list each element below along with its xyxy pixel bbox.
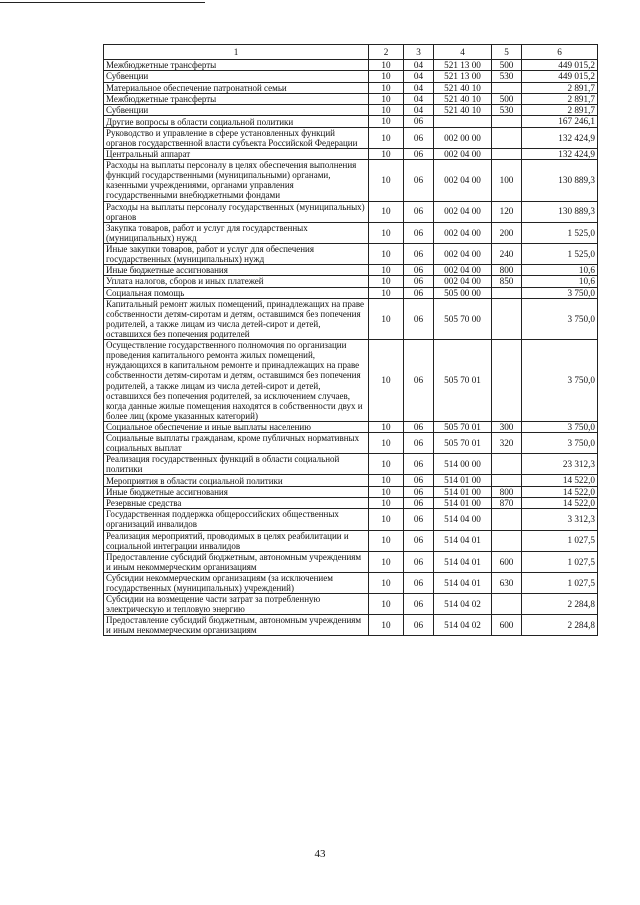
row-code-cell-c5: 800 [492, 265, 522, 276]
row-code-cell-c5 [492, 116, 522, 127]
table-row [104, 509, 598, 530]
row-name-cell: Осуществление государственного полномочия по организации проведения капитального ремонта жилых помещений, нуждающихся в капитальном ремонте и принадлежащих на праве собственности детям-сиротам и детям, оставшимся без попечения родителей, а также лицам из числа детей-сирот и детей, оставшихся без попечения родителей, за исключением случаев, когда данные жилые помещения находятся в собственности двух и более лиц (кроме указанных категорий) [104, 340, 369, 422]
row-code-cell-c5: 600 [492, 551, 522, 572]
row-name-cell: Материальное обеспечение патронатной семьи [104, 82, 369, 93]
row-code-cell-c4: 514 01 00 [434, 475, 492, 486]
row-code-cell-c6: 1 525,0 [522, 243, 598, 264]
row-code-cell-c2: 10 [369, 486, 404, 497]
table-row [104, 454, 598, 475]
page-number: 43 [314, 848, 326, 860]
row-code-cell-c3: 04 [404, 71, 434, 82]
row-code-cell-c5: 800 [492, 486, 522, 497]
row-code-cell-c6: 130 889,3 [522, 201, 598, 222]
row-code-cell-c6: 23 312,3 [522, 454, 598, 475]
row-code-cell-c3: 06 [404, 265, 434, 276]
table-row [104, 93, 598, 104]
row-code-cell-c5: 300 [492, 421, 522, 432]
row-name-cell: Закупка товаров, работ и услуг для государственных (муниципальных) нужд [104, 222, 369, 243]
row-code-cell-c3: 06 [404, 116, 434, 127]
row-code-cell-c3: 04 [404, 60, 434, 71]
row-code-cell-c2: 10 [369, 551, 404, 572]
row-code-cell-c4: 514 04 02 [434, 593, 492, 614]
row-code-cell-c3: 06 [404, 509, 434, 530]
row-code-cell-c5: 100 [492, 160, 522, 201]
row-code-cell-c4: 505 70 01 [434, 340, 492, 422]
row-code-cell-c5: 530 [492, 105, 522, 116]
row-code-cell-c4: 514 04 01 [434, 572, 492, 593]
row-code-cell-c5: 320 [492, 433, 522, 454]
row-code-cell-c4: 002 04 00 [434, 243, 492, 264]
row-code-cell-c3: 06 [404, 486, 434, 497]
row-code-cell-c3: 06 [404, 551, 434, 572]
row-code-cell-c4: 514 04 00 [434, 509, 492, 530]
row-code-cell-c4: 505 70 01 [434, 433, 492, 454]
row-code-cell-c2: 10 [369, 201, 404, 222]
row-name-cell: Иные закупки товаров, работ и услуг для обеспечения государственных (муниципальных) нужд [104, 243, 369, 264]
row-code-cell-c4: 002 04 00 [434, 201, 492, 222]
row-code-cell-c5: 530 [492, 71, 522, 82]
row-code-cell-c4: 514 04 01 [434, 551, 492, 572]
row-code-cell-c4: 514 00 00 [434, 454, 492, 475]
row-code-cell-c6: 10,6 [522, 276, 598, 287]
row-code-cell-c4: 514 04 02 [434, 615, 492, 636]
row-code-cell-c3: 04 [404, 93, 434, 104]
row-code-cell-c3: 06 [404, 572, 434, 593]
row-name-cell: Предоставление субсидий бюджетным, автономным учреждениям и иным некоммерческим организациям [104, 551, 369, 572]
row-code-cell-c4: 514 04 01 [434, 530, 492, 551]
header-cell: 6 [522, 45, 598, 60]
row-name-cell: Субсидии на возмещение части затрат за потребленную электрическую и тепловую энергию [104, 593, 369, 614]
row-code-cell-c2: 10 [369, 475, 404, 486]
table-row [104, 148, 598, 159]
header-cell: 5 [492, 45, 522, 60]
table-row [104, 287, 598, 298]
row-code-cell-c2: 10 [369, 615, 404, 636]
row-code-cell-c4: 514 01 00 [434, 486, 492, 497]
top-rule [0, 2, 205, 3]
row-code-cell-c6: 2 891,7 [522, 93, 598, 104]
header-cell: 1 [104, 45, 369, 60]
row-code-cell-c2: 10 [369, 498, 404, 509]
row-name-cell: Реализация мероприятий, проводимых в целях реабилитации и социальной интеграции инвалидов [104, 530, 369, 551]
row-code-cell-c4: 002 04 00 [434, 276, 492, 287]
table-row [104, 530, 598, 551]
row-code-cell-c5: 200 [492, 222, 522, 243]
row-code-cell-c3: 06 [404, 475, 434, 486]
row-code-cell-c4: 521 40 10 [434, 82, 492, 93]
row-code-cell-c4: 521 13 00 [434, 71, 492, 82]
row-code-cell-c5 [492, 530, 522, 551]
row-name-cell: Капитальный ремонт жилых помещений, принадлежащих на праве собственности детям-сиротам и детям, оставшимся без попечения родителей, а также лицам из числа детей-сирот и детей, оставшихся без попечения родителей [104, 298, 369, 339]
row-code-cell-c3: 06 [404, 287, 434, 298]
row-code-cell-c6: 1 027,5 [522, 530, 598, 551]
row-code-cell-c2: 10 [369, 433, 404, 454]
row-code-cell-c3: 04 [404, 105, 434, 116]
row-code-cell-c3: 06 [404, 276, 434, 287]
row-code-cell-c6: 2 284,8 [522, 593, 598, 614]
row-code-cell-c2: 10 [369, 127, 404, 148]
budget-table [103, 44, 598, 636]
row-code-cell-c4: 002 04 00 [434, 148, 492, 159]
row-code-cell-c2: 10 [369, 160, 404, 201]
table-row [104, 243, 598, 264]
row-code-cell-c2: 10 [369, 148, 404, 159]
row-code-cell-c5: 500 [492, 93, 522, 104]
row-code-cell-c5 [492, 593, 522, 614]
row-code-cell-c6: 14 522,0 [522, 475, 598, 486]
row-code-cell-c2: 10 [369, 243, 404, 264]
row-code-cell-c3: 06 [404, 593, 434, 614]
header-cell: 3 [404, 45, 434, 60]
row-code-cell-c3: 06 [404, 127, 434, 148]
table-header-row [104, 45, 598, 60]
row-code-cell-c5: 240 [492, 243, 522, 264]
row-code-cell-c4: 002 04 00 [434, 160, 492, 201]
row-code-cell-c2: 10 [369, 222, 404, 243]
row-code-cell-c4: 505 00 00 [434, 287, 492, 298]
row-code-cell-c2: 10 [369, 572, 404, 593]
table-row [104, 201, 598, 222]
row-code-cell-c6: 10,6 [522, 265, 598, 276]
table-row [104, 276, 598, 287]
row-code-cell-c2: 10 [369, 82, 404, 93]
row-code-cell-c3: 06 [404, 148, 434, 159]
row-code-cell-c4: 002 00 00 [434, 127, 492, 148]
row-code-cell-c2: 10 [369, 530, 404, 551]
table-row [104, 265, 598, 276]
row-code-cell-c3: 06 [404, 454, 434, 475]
row-code-cell-c5 [492, 475, 522, 486]
row-code-cell-c4: 521 40 10 [434, 93, 492, 104]
row-code-cell-c5 [492, 82, 522, 93]
row-code-cell-c6: 3 750,0 [522, 287, 598, 298]
row-code-cell-c5 [492, 287, 522, 298]
table-row [104, 615, 598, 636]
row-code-cell-c2: 10 [369, 105, 404, 116]
row-name-cell: Социальное обеспечение и иные выплаты населению [104, 421, 369, 432]
row-name-cell: Субвенции [104, 71, 369, 82]
row-code-cell-c3: 06 [404, 615, 434, 636]
row-code-cell-c5 [492, 509, 522, 530]
header-cell: 4 [434, 45, 492, 60]
table-row [104, 222, 598, 243]
row-code-cell-c6: 449 015,2 [522, 60, 598, 71]
row-code-cell-c6: 130 889,3 [522, 160, 598, 201]
row-code-cell-c6: 132 424,9 [522, 148, 598, 159]
table-row [104, 160, 598, 201]
row-code-cell-c6: 2 891,7 [522, 82, 598, 93]
table-row [104, 475, 598, 486]
row-code-cell-c2: 10 [369, 60, 404, 71]
row-name-cell: Центральный аппарат [104, 148, 369, 159]
row-name-cell: Субсидии некоммерческим организациям (за исключением государственных (муниципальных) учреждений) [104, 572, 369, 593]
row-code-cell-c4: 505 70 00 [434, 298, 492, 339]
table-row [104, 486, 598, 497]
table-row [104, 127, 598, 148]
row-code-cell-c6: 3 750,0 [522, 433, 598, 454]
row-code-cell-c4: 514 01 00 [434, 498, 492, 509]
row-code-cell-c3: 04 [404, 82, 434, 93]
row-code-cell-c4: 002 04 00 [434, 265, 492, 276]
table-row [104, 551, 598, 572]
row-name-cell: Другие вопросы в области социальной политики [104, 116, 369, 127]
row-code-cell-c4: 521 13 00 [434, 60, 492, 71]
row-name-cell: Резервные средства [104, 498, 369, 509]
row-code-cell-c3: 06 [404, 530, 434, 551]
row-code-cell-c6: 3 750,0 [522, 298, 598, 339]
table-row [104, 340, 598, 422]
row-code-cell-c6: 1 027,5 [522, 551, 598, 572]
row-name-cell: Межбюджетные трансферты [104, 93, 369, 104]
header-cell: 2 [369, 45, 404, 60]
row-code-cell-c5: 500 [492, 60, 522, 71]
row-code-cell-c5 [492, 127, 522, 148]
row-code-cell-c3: 06 [404, 498, 434, 509]
row-code-cell-c4: 505 70 01 [434, 421, 492, 432]
row-name-cell: Реализация государственных функций в области социальной политики [104, 454, 369, 475]
row-code-cell-c2: 10 [369, 276, 404, 287]
row-code-cell-c2: 10 [369, 593, 404, 614]
row-name-cell: Государственная поддержка общероссийских общественных организаций инвалидов [104, 509, 369, 530]
table-row [104, 60, 598, 71]
row-code-cell-c5 [492, 340, 522, 422]
row-code-cell-c3: 06 [404, 298, 434, 339]
table-row [104, 116, 598, 127]
row-code-cell-c2: 10 [369, 298, 404, 339]
row-name-cell: Межбюджетные трансферты [104, 60, 369, 71]
row-name-cell: Расходы на выплаты персоналу государственных (муниципальных) органов [104, 201, 369, 222]
row-code-cell-c2: 10 [369, 265, 404, 276]
table-row [104, 593, 598, 614]
row-code-cell-c5: 120 [492, 201, 522, 222]
row-code-cell-c5: 600 [492, 615, 522, 636]
row-name-cell: Социальные выплаты гражданам, кроме публичных нормативных социальных выплат [104, 433, 369, 454]
row-code-cell-c6: 1 027,5 [522, 572, 598, 593]
row-name-cell: Иные бюджетные ассигнования [104, 265, 369, 276]
table-row [104, 572, 598, 593]
row-code-cell-c2: 10 [369, 93, 404, 104]
row-code-cell-c6: 3 750,0 [522, 421, 598, 432]
row-code-cell-c5: 870 [492, 498, 522, 509]
row-code-cell-c5 [492, 298, 522, 339]
row-code-cell-c5: 630 [492, 572, 522, 593]
table-row [104, 71, 598, 82]
table-body [104, 60, 598, 636]
row-code-cell-c3: 06 [404, 201, 434, 222]
row-code-cell-c2: 10 [369, 421, 404, 432]
row-code-cell-c2: 10 [369, 116, 404, 127]
row-code-cell-c6: 1 525,0 [522, 222, 598, 243]
row-code-cell-c3: 06 [404, 160, 434, 201]
row-name-cell: Социальная помощь [104, 287, 369, 298]
row-code-cell-c2: 10 [369, 509, 404, 530]
row-code-cell-c3: 06 [404, 222, 434, 243]
row-code-cell-c2: 10 [369, 71, 404, 82]
row-code-cell-c2: 10 [369, 287, 404, 298]
row-code-cell-c3: 06 [404, 421, 434, 432]
row-name-cell: Руководство и управление в сфере установленных функций органов государственной власти субъекта Российской Федерации [104, 127, 369, 148]
row-name-cell: Уплата налогов, сборов и иных платежей [104, 276, 369, 287]
row-code-cell-c4: 521 40 10 [434, 105, 492, 116]
row-name-cell: Мероприятия в области социальной политики [104, 475, 369, 486]
table-row [104, 421, 598, 432]
row-code-cell-c2: 10 [369, 454, 404, 475]
row-name-cell: Предоставление субсидий бюджетным, автономным учреждениям и иным некоммерческим организациям [104, 615, 369, 636]
row-code-cell-c6: 449 015,2 [522, 71, 598, 82]
row-code-cell-c6: 3 312,3 [522, 509, 598, 530]
row-name-cell: Расходы на выплаты персоналу в целях обеспечения выполнения функций государственными (муниципальными) органами, казенными учреждениями, органами управления государственными внебюджетными фондами [104, 160, 369, 201]
row-code-cell-c5 [492, 148, 522, 159]
row-code-cell-c6: 167 246,1 [522, 116, 598, 127]
table-row [104, 498, 598, 509]
row-code-cell-c5: 850 [492, 276, 522, 287]
row-code-cell-c6: 3 750,0 [522, 340, 598, 422]
row-code-cell-c3: 06 [404, 433, 434, 454]
row-code-cell-c2: 10 [369, 340, 404, 422]
row-code-cell-c6: 14 522,0 [522, 498, 598, 509]
row-code-cell-c4: 002 04 00 [434, 222, 492, 243]
table-row [104, 433, 598, 454]
row-code-cell-c3: 06 [404, 243, 434, 264]
row-code-cell-c6: 132 424,9 [522, 127, 598, 148]
row-name-cell: Субвенции [104, 105, 369, 116]
row-code-cell-c6: 14 522,0 [522, 486, 598, 497]
table-row [104, 298, 598, 339]
table-row [104, 105, 598, 116]
row-code-cell-c3: 06 [404, 340, 434, 422]
table-row [104, 82, 598, 93]
row-code-cell-c5 [492, 454, 522, 475]
row-code-cell-c6: 2 891,7 [522, 105, 598, 116]
row-code-cell-c4 [434, 116, 492, 127]
row-name-cell: Иные бюджетные ассигнования [104, 486, 369, 497]
row-code-cell-c6: 2 284,8 [522, 615, 598, 636]
